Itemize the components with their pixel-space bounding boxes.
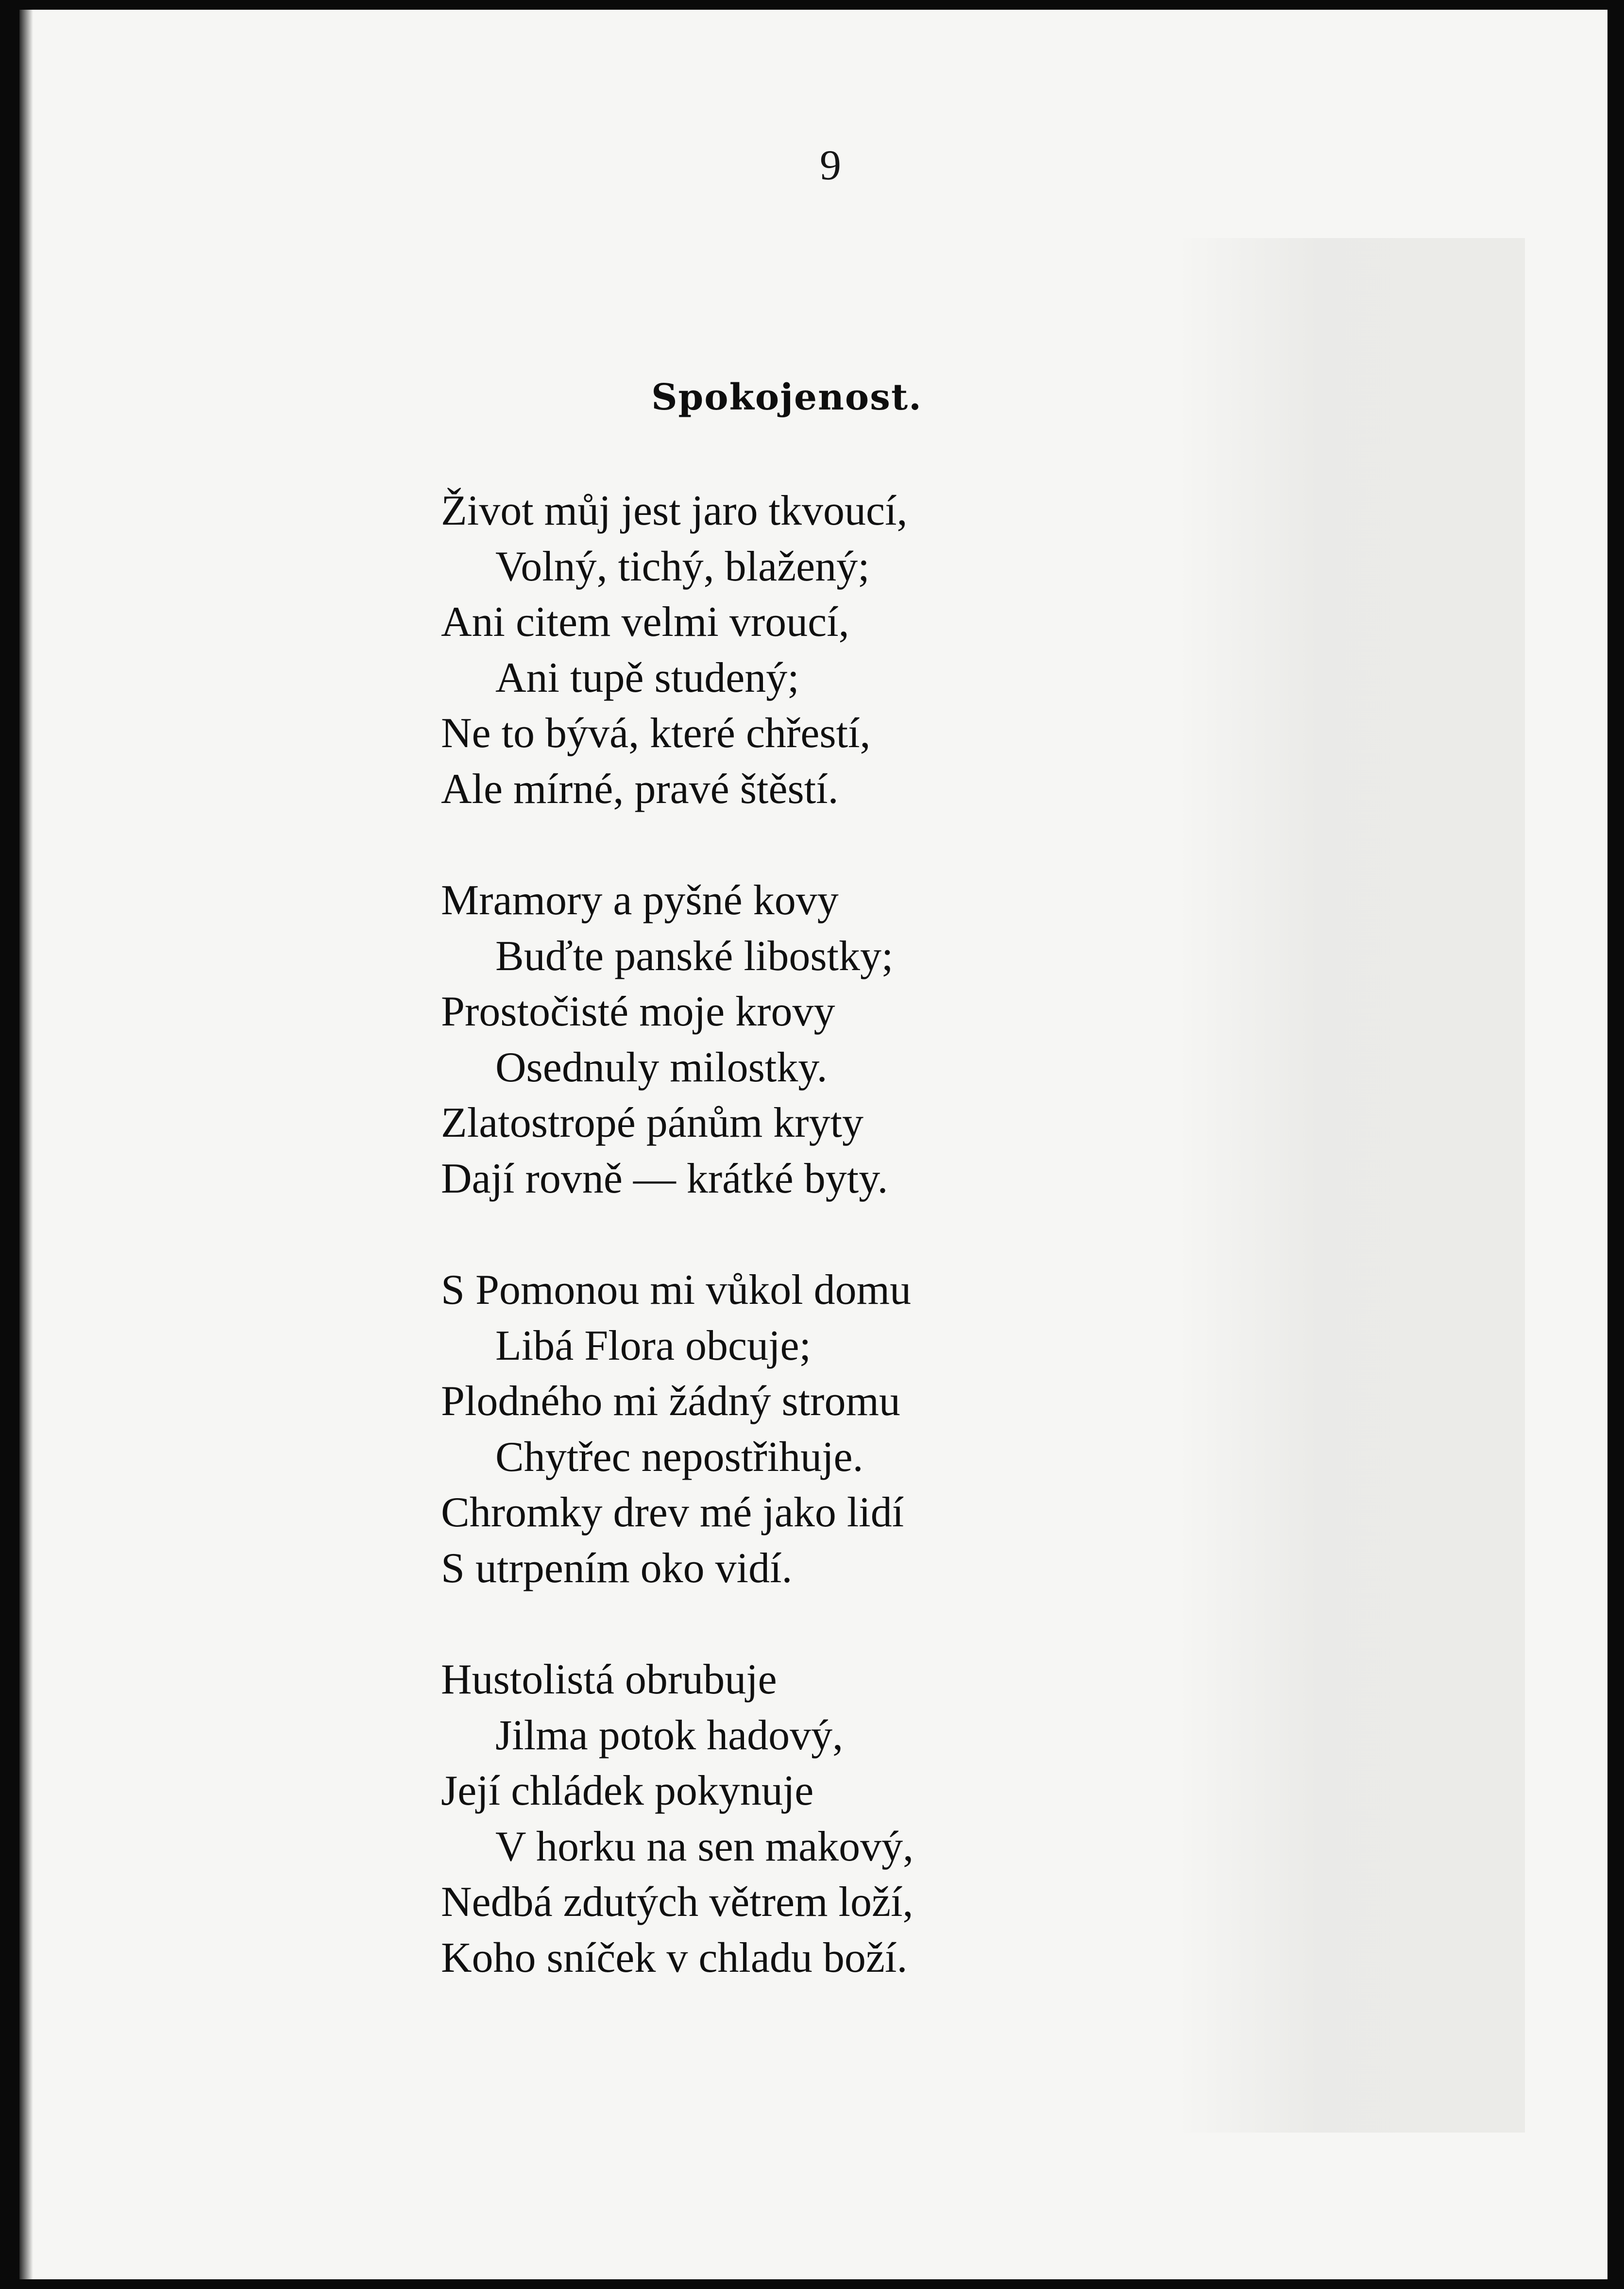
page-number: 9 (820, 142, 841, 189)
verse-line: Libá Flora obcuje; (495, 1322, 812, 1369)
page-gutter-edge (19, 10, 33, 2279)
verse-line: Chromky drev mé jako lidí (441, 1489, 904, 1536)
verse-line: S Pomonou mi vůkol domu (441, 1266, 912, 1314)
verse-line: Plodného mi žádný stromu (441, 1378, 900, 1425)
verse-line: Ne to bývá, které chřestí, (441, 710, 871, 757)
verse-line: Ani citem velmi vroucí, (441, 598, 849, 646)
stanza (441, 1652, 1169, 1986)
verse-line: S utrpením oko vidí. (441, 1544, 793, 1592)
stanza (441, 1263, 1169, 1596)
verse-line: Osednuly milostky. (495, 1043, 828, 1091)
verse-line: Zlatostropé pánům kryty (441, 1099, 864, 1146)
verse-line: V horku na sen makový, (495, 1823, 914, 1870)
verse-line: Hustolistá obrubuje (441, 1656, 777, 1703)
poem-title: Spokojenost. (651, 376, 922, 418)
verse-line: Nedbá zdutých větrem loží, (441, 1879, 914, 1926)
verse-line: Mramory a pyšné kovy (441, 877, 839, 924)
verse-line: Koho sníček v chladu boží. (441, 1934, 908, 1982)
verse-line: Prostočisté moje krovy (441, 988, 835, 1035)
stanza (441, 483, 1169, 817)
book-page (19, 10, 1607, 2279)
show-through-text-shadow (1175, 238, 1525, 2133)
stanza (441, 873, 1169, 1207)
verse-line: Chytřec nepostřihuje. (495, 1433, 863, 1481)
verse-line: Ale mírné, pravé štěstí. (441, 765, 839, 813)
verse-line: Dají rovně — krátké byty. (441, 1155, 888, 1202)
verse-line: Buďte panské libostky; (495, 932, 894, 980)
verse-line: Ani tupě studený; (495, 654, 799, 701)
verse-line: Jilma potok hadový, (495, 1711, 844, 1759)
poem-body (441, 483, 1169, 2042)
verse-line: Život můj jest jaro tkvoucí, (441, 487, 908, 534)
verse-line: Její chládek pokynuje (441, 1767, 814, 1814)
verse-line: Volný, tichý, blažený; (495, 543, 870, 590)
